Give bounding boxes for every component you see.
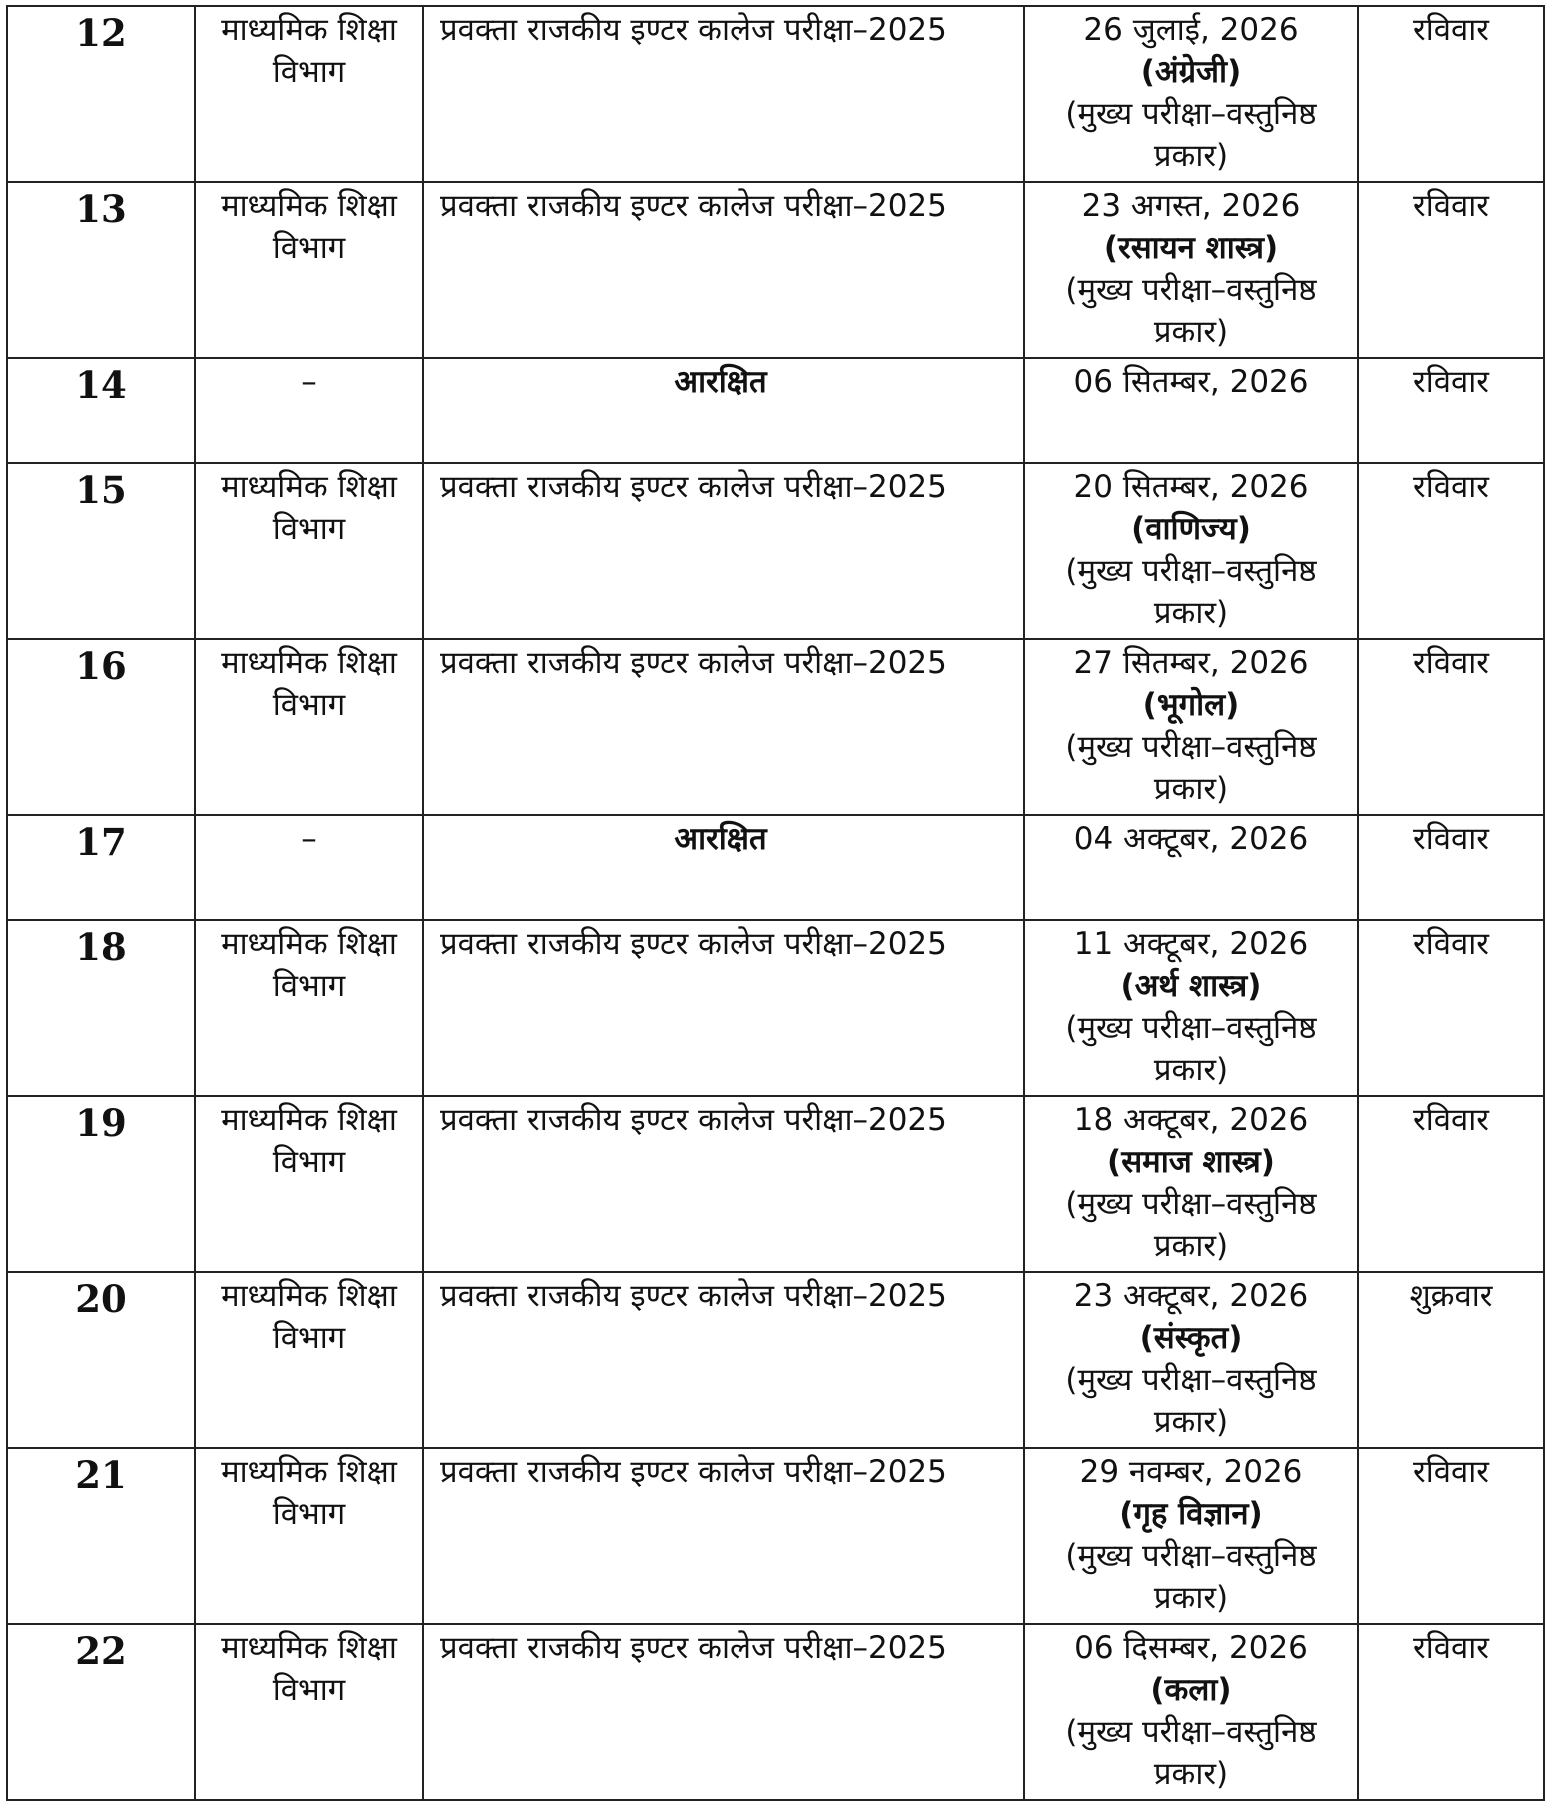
exam-day: रविवार [1358, 815, 1544, 920]
department-cell [195, 1096, 423, 1272]
department-line: माध्यमिक शिक्षा [221, 469, 397, 505]
table-row [7, 1272, 1544, 1448]
exam-name: प्रवक्ता राजकीय इण्टर कालेज परीक्षा–2025 [423, 1624, 1024, 1800]
department-cell [195, 639, 423, 815]
table-row [7, 358, 1544, 463]
department-line: विभाग [272, 511, 346, 547]
reserved-label: आरक्षित [423, 815, 1024, 920]
department-line: माध्यमिक शिक्षा [221, 645, 397, 681]
table-row [7, 1448, 1544, 1624]
table-row [7, 639, 1544, 815]
department-line: विभाग [272, 1320, 346, 1356]
reserved-label: आरक्षित [423, 358, 1024, 463]
exam-note: (मुख्य परीक्षा–वस्तुनिष्ठ [1065, 1186, 1317, 1222]
exam-day: रविवार [1358, 1096, 1544, 1272]
date-cell [1024, 1448, 1358, 1624]
serial-number: 16 [7, 639, 195, 815]
exam-date: 29 नवम्बर, 2026 [1079, 1454, 1303, 1490]
department-line: विभाग [272, 1144, 346, 1180]
department-line: विभाग [272, 54, 346, 90]
serial-number: 15 [7, 463, 195, 639]
date-cell [1024, 920, 1358, 1096]
exam-day: रविवार [1358, 920, 1544, 1096]
date-cell [1024, 358, 1358, 463]
exam-day: शुक्रवार [1358, 1272, 1544, 1448]
exam-date: 27 सितम्बर, 2026 [1073, 645, 1309, 681]
exam-day: रविवार [1358, 182, 1544, 358]
exam-date: 26 जुलाई, 2026 [1083, 12, 1299, 48]
department-line: माध्यमिक शिक्षा [221, 1630, 397, 1666]
exam-name: प्रवक्ता राजकीय इण्टर कालेज परीक्षा–2025 [423, 1096, 1024, 1272]
serial-number: 18 [7, 920, 195, 1096]
exam-date: 04 अक्टूबर, 2026 [1073, 821, 1309, 857]
serial-number: 20 [7, 1272, 195, 1448]
exam-day: रविवार [1358, 6, 1544, 182]
exam-note: प्रकार) [1153, 595, 1229, 631]
exam-subject: (गृह विज्ञान) [1119, 1496, 1263, 1532]
exam-date: 06 दिसम्बर, 2026 [1074, 1630, 1308, 1666]
exam-subject: (अर्थ शास्त्र) [1120, 968, 1262, 1004]
serial-number: 17 [7, 815, 195, 920]
serial-number: 14 [7, 358, 195, 463]
department-cell [195, 1624, 423, 1800]
department-cell [195, 358, 423, 463]
exam-note: (मुख्य परीक्षा–वस्तुनिष्ठ [1065, 1538, 1317, 1574]
date-cell [1024, 1624, 1358, 1800]
exam-name: प्रवक्ता राजकीय इण्टर कालेज परीक्षा–2025 [423, 1448, 1024, 1624]
date-cell [1024, 463, 1358, 639]
department-line: – [301, 821, 317, 857]
exam-note: (मुख्य परीक्षा–वस्तुनिष्ठ [1065, 553, 1317, 589]
exam-day: रविवार [1358, 639, 1544, 815]
exam-name: प्रवक्ता राजकीय इण्टर कालेज परीक्षा–2025 [423, 639, 1024, 815]
exam-day: रविवार [1358, 1448, 1544, 1624]
table-row [7, 1624, 1544, 1800]
department-line: विभाग [272, 968, 346, 1004]
department-cell [195, 1448, 423, 1624]
exam-note: (मुख्य परीक्षा–वस्तुनिष्ठ [1065, 96, 1317, 132]
department-line: माध्यमिक शिक्षा [221, 12, 397, 48]
exam-day: रविवार [1358, 1624, 1544, 1800]
table-row [7, 6, 1544, 182]
table-row [7, 920, 1544, 1096]
exam-date: 23 अगस्त, 2026 [1081, 188, 1301, 224]
department-line: विभाग [272, 1496, 346, 1532]
date-cell [1024, 639, 1358, 815]
department-line: माध्यमिक शिक्षा [221, 188, 397, 224]
exam-note: प्रकार) [1153, 1756, 1229, 1792]
exam-note: (मुख्य परीक्षा–वस्तुनिष्ठ [1065, 729, 1317, 765]
exam-note: प्रकार) [1153, 314, 1229, 350]
serial-number: 22 [7, 1624, 195, 1800]
department-cell [195, 6, 423, 182]
exam-name: प्रवक्ता राजकीय इण्टर कालेज परीक्षा–2025 [423, 6, 1024, 182]
exam-date: 18 अक्टूबर, 2026 [1073, 1102, 1309, 1138]
exam-note: (मुख्य परीक्षा–वस्तुनिष्ठ [1065, 1010, 1317, 1046]
exam-note: प्रकार) [1153, 771, 1229, 807]
exam-note: (मुख्य परीक्षा–वस्तुनिष्ठ [1065, 272, 1317, 308]
exam-note: प्रकार) [1153, 1404, 1229, 1440]
exam-date: 11 अक्टूबर, 2026 [1073, 926, 1309, 962]
department-cell [195, 920, 423, 1096]
exam-subject: (रसायन शास्त्र) [1103, 230, 1279, 266]
table-row [7, 815, 1544, 920]
exam-schedule-table [6, 5, 1545, 1801]
date-cell [1024, 1272, 1358, 1448]
department-cell [195, 463, 423, 639]
table-row [7, 1096, 1544, 1272]
exam-subject: (भूगोल) [1142, 687, 1240, 723]
exam-subject: (वाणिज्य) [1131, 511, 1251, 547]
exam-note: (मुख्य परीक्षा–वस्तुनिष्ठ [1065, 1362, 1317, 1398]
exam-note: प्रकार) [1153, 1052, 1229, 1088]
department-cell [195, 815, 423, 920]
exam-note: (मुख्य परीक्षा–वस्तुनिष्ठ [1065, 1714, 1317, 1750]
department-cell [195, 1272, 423, 1448]
exam-schedule-body [7, 6, 1544, 1800]
date-cell [1024, 1096, 1358, 1272]
exam-name: प्रवक्ता राजकीय इण्टर कालेज परीक्षा–2025 [423, 182, 1024, 358]
exam-name: प्रवक्ता राजकीय इण्टर कालेज परीक्षा–2025 [423, 920, 1024, 1096]
exam-note: प्रकार) [1153, 138, 1229, 174]
exam-subject: (समाज शास्त्र) [1107, 1144, 1275, 1180]
exam-subject: (संस्कृत) [1139, 1320, 1243, 1356]
exam-date: 23 अक्टूबर, 2026 [1073, 1278, 1309, 1314]
serial-number: 19 [7, 1096, 195, 1272]
department-line: विभाग [272, 230, 346, 266]
department-line: माध्यमिक शिक्षा [221, 1454, 397, 1490]
exam-name: प्रवक्ता राजकीय इण्टर कालेज परीक्षा–2025 [423, 1272, 1024, 1448]
exam-day: रविवार [1358, 358, 1544, 463]
exam-subject: (कला) [1150, 1672, 1232, 1708]
date-cell [1024, 182, 1358, 358]
serial-number: 13 [7, 182, 195, 358]
exam-day: रविवार [1358, 463, 1544, 639]
exam-note: प्रकार) [1153, 1580, 1229, 1616]
department-line: विभाग [272, 687, 346, 723]
exam-date: 06 सितम्बर, 2026 [1073, 364, 1309, 400]
date-cell [1024, 815, 1358, 920]
table-row [7, 182, 1544, 358]
exam-name: प्रवक्ता राजकीय इण्टर कालेज परीक्षा–2025 [423, 463, 1024, 639]
exam-note: प्रकार) [1153, 1228, 1229, 1264]
department-line: माध्यमिक शिक्षा [221, 1278, 397, 1314]
exam-subject: (अंग्रेजी) [1140, 54, 1242, 90]
table-row [7, 463, 1544, 639]
department-cell [195, 182, 423, 358]
department-line: – [301, 364, 317, 400]
exam-date: 20 सितम्बर, 2026 [1073, 469, 1309, 505]
department-line: माध्यमिक शिक्षा [221, 926, 397, 962]
serial-number: 21 [7, 1448, 195, 1624]
department-line: माध्यमिक शिक्षा [221, 1102, 397, 1138]
serial-number: 12 [7, 6, 195, 182]
date-cell [1024, 6, 1358, 182]
department-line: विभाग [272, 1672, 346, 1708]
